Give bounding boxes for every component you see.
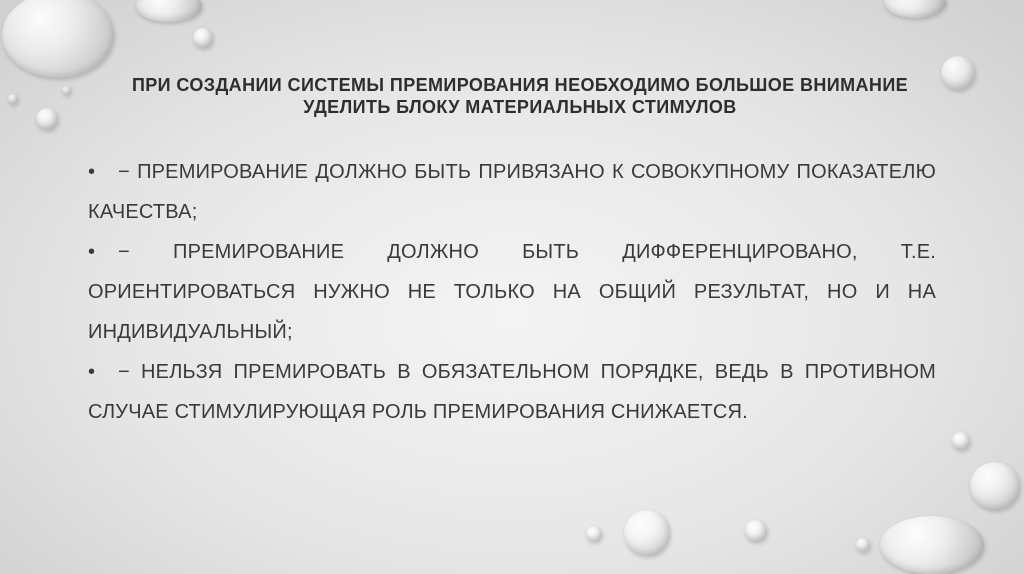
bullet-list <box>88 152 936 432</box>
bullet-marker: • <box>88 161 96 183</box>
water-droplet-decoration <box>884 0 946 18</box>
bullet-marker: • <box>88 361 96 383</box>
bullet-item <box>88 352 936 432</box>
bullet-marker: • <box>88 241 96 263</box>
bullet-item <box>88 152 936 232</box>
water-droplet-decoration <box>2 0 114 78</box>
water-droplet-decoration <box>880 516 984 574</box>
bullet-text: − ПРЕМИРОВАНИЕ ДОЛЖНО БЫТЬ ПРИВЯЗАНО К СОВОКУПНОМУ ПОКАЗАТЕЛЮ КАЧЕСТВА; <box>88 161 936 223</box>
water-droplet-decoration <box>136 0 202 22</box>
bullet-item <box>88 232 936 352</box>
bullet-text: − ПРЕМИРОВАНИЕ ДОЛЖНО БЫТЬ ДИФФЕРЕНЦИРОВАНО, Т.Е. ОРИЕНТИРОВАТЬСЯ НУЖНО НЕ ТОЛЬКО НА ОБЩИЙ РЕЗУЛЬТАТ, НО И НА ИНДИВИДУАЛЬНЫЙ; <box>88 241 936 343</box>
water-droplet-decoration <box>62 86 71 95</box>
water-droplet-decoration <box>36 108 58 130</box>
water-droplet-decoration <box>624 510 670 556</box>
water-droplet-decoration <box>941 56 975 90</box>
water-droplet-decoration <box>193 28 213 48</box>
water-droplet-decoration <box>952 432 970 450</box>
water-droplet-decoration <box>8 94 18 104</box>
water-droplet-decoration <box>745 520 767 542</box>
water-droplet-decoration <box>970 462 1020 510</box>
water-droplet-decoration <box>586 526 602 542</box>
water-droplet-decoration <box>856 538 870 552</box>
bullet-text: − НЕЛЬЗЯ ПРЕМИРОВАТЬ В ОБЯЗАТЕЛЬНОМ ПОРЯДКЕ, ВЕДЬ В ПРОТИВНОМ СЛУЧАЕ СТИМУЛИРУЮЩАЯ РОЛЬ ПРЕМИРОВАНИЯ СНИЖАЕТСЯ. <box>88 361 936 423</box>
slide-title: ПРИ СОЗДАНИИ СИСТЕМЫ ПРЕМИРОВАНИЯ НЕОБХОДИМО БОЛЬШОЕ ВНИМАНИЕ УДЕЛИТЬ БЛОКУ МАТЕРИАЛЬНЫХ СТИМУЛОВ <box>131 75 909 117</box>
